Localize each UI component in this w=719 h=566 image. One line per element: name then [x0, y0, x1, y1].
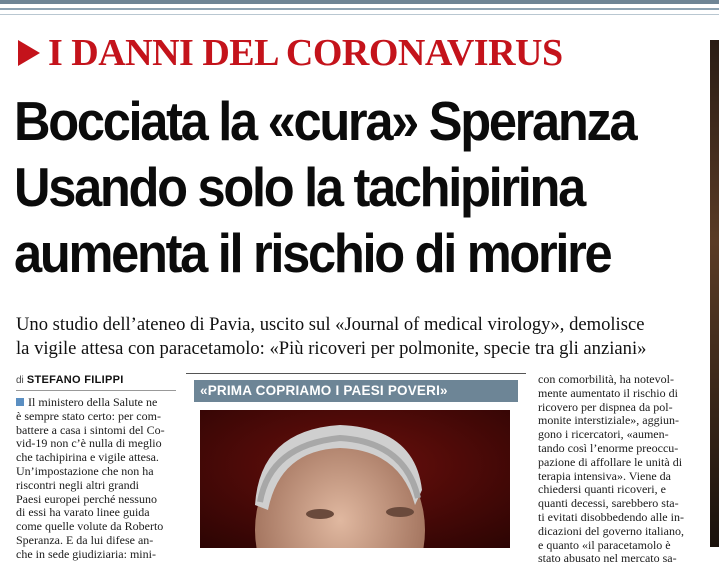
right-column: [538, 373, 696, 566]
article-line: Paesi europei perché nessuno: [16, 491, 157, 506]
portrait-photo: [200, 410, 510, 548]
article-line: monite interstiziale», aggiun-: [538, 413, 679, 428]
article-line: dicazioni del governo italiano,: [538, 523, 684, 538]
article-line: quanti decessi, sarebbero sta-: [538, 496, 679, 511]
top-rule-hairline: [0, 14, 719, 15]
article-line: che in sede giudiziaria: mini-: [16, 546, 156, 561]
bullet-square-icon: [16, 398, 24, 406]
article-line: tando così l’enorme preoccu-: [538, 440, 679, 455]
article-line: e quanto «il paracetamolo è: [538, 537, 671, 552]
adjacent-page-edge: [710, 40, 719, 547]
article-line: con comorbilità, ha notevol-: [538, 372, 674, 386]
article-line: stato abusato nel mercato sa-: [538, 551, 677, 566]
article-line: vid-19 non c’è nulla di meglio: [16, 436, 162, 451]
author-name: STEFANO FILIPPI: [26, 374, 124, 386]
inset-box: [186, 373, 526, 548]
article-line: ricovero per dispnea da pol-: [538, 399, 673, 414]
inset-box-title: «PRIMA COPRIAMO I PAESI POVERI»: [194, 380, 518, 402]
left-column: [16, 396, 176, 562]
article-line: Il ministero della Salute ne: [28, 395, 158, 409]
article-line: come quelle volute da Roberto: [16, 519, 164, 534]
article-line: terapia intensiva». Viene da: [538, 468, 672, 483]
kicker-text: I DANNI DEL CORONAVIRUS: [48, 32, 563, 74]
article-line: di essi ha varato linee guida: [16, 505, 150, 520]
portrait-image: [200, 410, 510, 548]
subheadline-line-1: Uno studio dell’ateneo di Pavia, uscito sul «Journal of medical virology», demolisce: [16, 314, 645, 335]
headline: [14, 88, 658, 286]
article-line: mente aumentato il rischio di: [538, 385, 678, 400]
article-line: battere a casa i sintomi del Co-: [16, 422, 165, 437]
article-line: chiedersi quanti ricoveri, e: [538, 482, 666, 497]
article-line: è sempre stato certo: per com-: [16, 408, 161, 423]
top-rule: [0, 0, 719, 4]
article-line: ti evitati disobbedendo alle in-: [538, 509, 684, 524]
article-line: riscontri negli altri grandi: [16, 477, 139, 492]
triangle-right-icon: [18, 40, 40, 66]
subheadline: [16, 313, 706, 361]
headline-line-1: Bocciata la «cura» Speranza: [14, 90, 636, 152]
article-line: Un’impostazione che non ha: [16, 463, 154, 478]
section-kicker: [18, 30, 563, 76]
subheadline-line-2: la vigile attesa con paracetamolo: «Più ricoveri per polmonite, specie tra gli anziani»: [16, 338, 647, 359]
article-line: gono i ricercatori, «aumen-: [538, 427, 669, 442]
article-line: pazione di affollare le unità di: [538, 454, 683, 469]
top-rule-thin: [0, 8, 719, 10]
byline: [16, 373, 176, 391]
article-line: Speranza. E da lui difese an-: [16, 532, 154, 547]
article-line: che tachipirina e vigile attesa.: [16, 450, 159, 465]
byline-prefix: di: [16, 375, 24, 386]
headline-line-2: Usando solo la tachipirina: [14, 156, 585, 218]
headline-line-3: aumenta il rischio di morire: [14, 222, 611, 284]
